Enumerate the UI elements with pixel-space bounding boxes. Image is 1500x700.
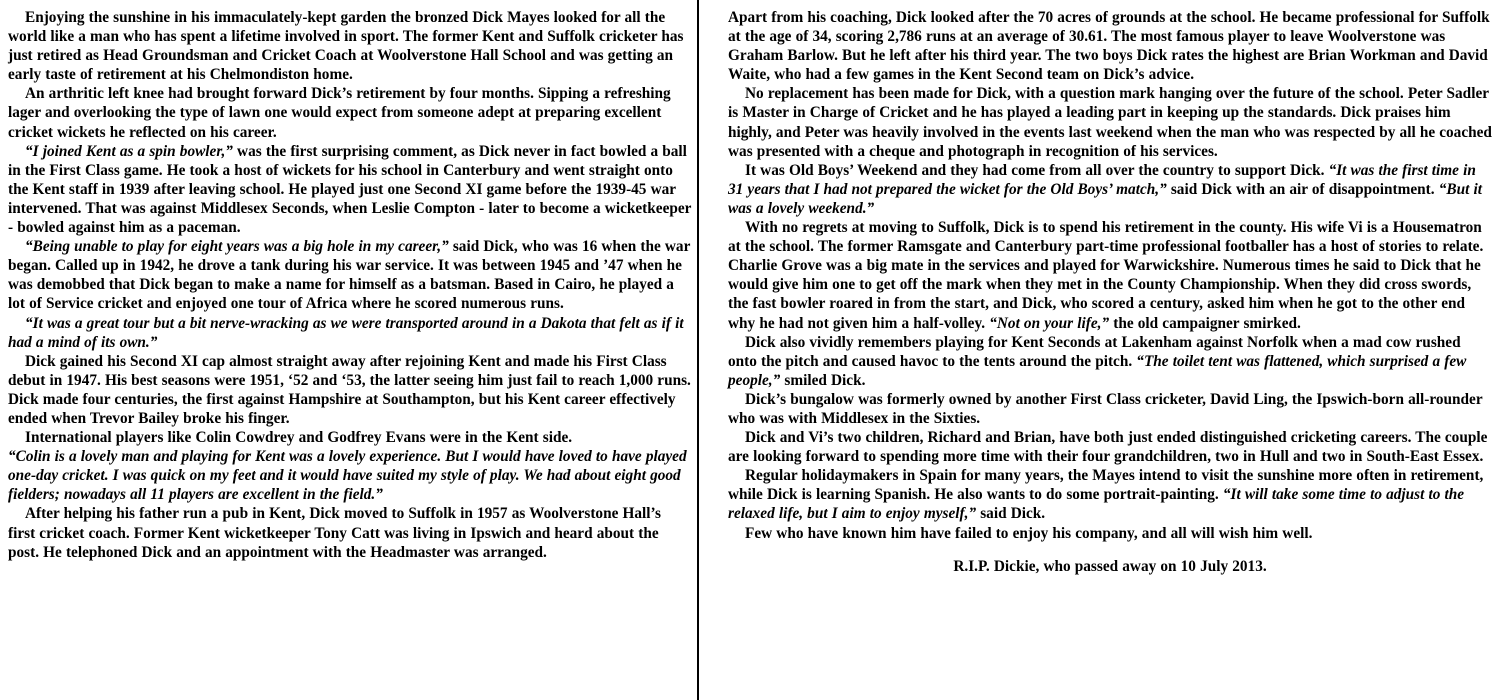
paragraph-suffolk-move: After helping his father run a pub in Kent, Dick moved to Suffolk in 1957 as Woolverstone Hall’s first cricket coach. Former Kent wicketkeeper Tony Catt was living in Ipswich and heard about the post. He telephoned Dick and an appointment with the Headmaster was arranged.	[8, 505, 662, 561]
text-war: said Dick, who was 16 when the war began. Called up in 1942, he drove a tank during his war service. It was between 1945 and ’47 when he was demobbed that Dick began to make a name for himself as a batsman. Based in Cairo, he played a lot of Service cricket and enjoyed one tour of Africa where he scored numerous runs.	[8, 238, 691, 313]
text-retirement-b: the old campaigner smirked.	[1109, 314, 1301, 332]
text-old-boys-a: It was Old Boys’ Weekend and they had come from all over the country to support Dick.	[745, 161, 1329, 179]
paragraph-children: Dick and Vi’s two children, Richard and Brian, have both just ended distinguished cricketing careers. The couple are looking forward to spending more time with their four grandchildren, two in Hull and two in South-East Essex.	[728, 429, 1488, 466]
paragraph-farewell: Few who have known him have failed to enjoy his company, and all will wish him well.	[745, 524, 1313, 542]
paragraph-coaching: Apart from his coaching, Dick looked after the 70 acres of grounds at the school. He became professional for Suffolk at the age of 34, scoring 2,786 runs at an average of 30.61. The most famous player to leave Woolverstone was Graham Barlow. But he left after his third year. The two boys Dick rates the highest are Brian Workman and David Waite, who had a few games in the Kent Second team on Dick’s advice.	[728, 9, 1490, 84]
paragraph-replacement: No replacement has been made for Dick, with a question mark hanging over the future of the school. Peter Sadler is Master in Charge of Cricket and he has played a leading part in keeping up the standards. Dick praises him highly, and Peter was heavily involved in the events last weekend when the man who was respected by all he coached was presented with a cheque and photograph in recognition of his services.	[728, 85, 1492, 160]
paragraph-mad-cow	[728, 333, 1492, 390]
paragraph-spin-bowler	[8, 142, 692, 237]
right-column	[728, 8, 1492, 576]
paragraph-old-boys	[728, 161, 1492, 218]
quote-relaxed-life: “It will take some time to adjust to the relaxed life, but I aim to enjoy myself,”	[728, 486, 1465, 523]
text-old-boys-b: said Dick with an air of disappointment.	[1166, 180, 1439, 198]
text-mad-cow-b: smiled Dick.	[780, 371, 866, 389]
paragraph-bungalow: Dick’s bungalow was formerly owned by another First Class cricketer, David Ling, the Ipswich-born all-rounder who was with Middlesex in the Sixties.	[728, 390, 1483, 427]
quote-lovely-weekend: “But it was a lovely weekend.”	[728, 180, 1482, 217]
paragraph-war	[8, 237, 692, 313]
rip-dedication: R.I.P. Dickie, who passed away on 10 July 2013.	[953, 557, 1267, 575]
paragraph-spain	[728, 466, 1492, 523]
quote-toilet-tent: “The toilet tent was flattened, which surprised a few people,”	[728, 352, 1467, 389]
paragraph-international: International players like Colin Cowdrey and Godfrey Evans were in the Kent side.	[25, 429, 573, 447]
paragraph-retirement	[728, 218, 1492, 333]
paragraph-career: Dick gained his Second XI cap almost straight away after rejoining Kent and made his First Class debut in 1947. His best seasons were 1951, ‘52 and ‘53, the latter seeing him just fail to reach 1,000 runs. Dick made four centuries, the first against Hampshire at Southampton, but his Kent career effectively ended when Trevor Bailey broke his finger.	[8, 352, 691, 427]
paragraph-knee: An arthritic left knee had brought forward Dick’s retirement by four months. Sipping a refreshing lager and overlooking the type of lawn one would expect from someone adept at preparing excellent cricket wickets he reflected on his career.	[8, 85, 671, 141]
quote-old-boys: “It was the first time in 31 years that I had not prepared the wicket for the Old Boys’ match,”	[728, 161, 1476, 198]
quote-eight-years: “Being unable to play for eight years was a big hole in my career,”	[25, 238, 449, 256]
right-page	[699, 0, 1500, 700]
quote-tour: “It was a great tour but a bit nerve-wracking as we were transported around in a Dakota that felt as if it had a mind of its own.”	[8, 314, 684, 351]
text-mad-cow-a: Dick also vividly remembers playing for Kent Seconds at Lakenham against Norfolk when a mad cow rushed onto the pitch and caused havoc to the tents around the pitch.	[728, 333, 1461, 370]
paragraph-tour-quote	[8, 314, 692, 352]
quote-not-on-your-life: “Not on your life,”	[989, 314, 1110, 332]
paragraph-cowdrey-quote	[8, 447, 692, 504]
left-column	[8, 8, 692, 562]
paragraph-garden: Enjoying the sunshine in his immaculately-kept garden the bronzed Dick Mayes looked for all the world like a man who has spent a lifetime involved in sport. The former Kent and Suffolk cricketer has just retired as Head Groundsman and Cricket Coach at Woolverstone Hall School and was getting an early taste of retirement at his Chelmondiston home.	[8, 9, 684, 84]
text-spin-bowler: was the first surprising comment, as Dick never in fact bowled a ball in the First Class game. He took a host of wickets for his school in Canterbury and went straight onto the Kent staff in 1939 after leaving school. He played just one Second XI game before the 1939-45 war intervened. That was against Middlesex Seconds, when Leslie Compton - later to become a wicketkeeper - bowled against him as a paceman.	[8, 142, 692, 237]
text-spain-a: Regular holidaymakers in Spain for many years, the Mayes intend to visit the sunshine more often in retirement, while Dick is learning Spanish. He also wants to do some portrait-painting.	[728, 467, 1484, 504]
text-retirement-a: With no regrets at moving to Suffolk, Dick is to spend his retirement in the county. His wife Vi is a Housematron at the school. The former Ramsgate and Canterbury part-time professional footballer has a host of stories to relate. Charlie Grove was a big mate in the services and played for Warwickshire. Numerous times he said to Dick that he would give him one to get off the mark when they met in the County Championship. When they did cross swords, the fast bowler roared in from the start, and Dick, who scored a century, asked him when he got to the other end why he had not given him a half-volley.	[728, 219, 1484, 332]
quote-spin-bowler: “I joined Kent as a spin bowler,”	[25, 142, 233, 160]
quote-cowdrey: “Colin is a lovely man and playing for Kent was a lovely experience. But I would have loved to have played one-day cricket. I was quick on my feet and it would have suited my style of play. We had about eight good fielders; nowadays all 11 players are excellent in the field.”	[8, 448, 687, 504]
text-spain-b: said Dick.	[976, 505, 1046, 523]
left-page	[0, 0, 698, 700]
